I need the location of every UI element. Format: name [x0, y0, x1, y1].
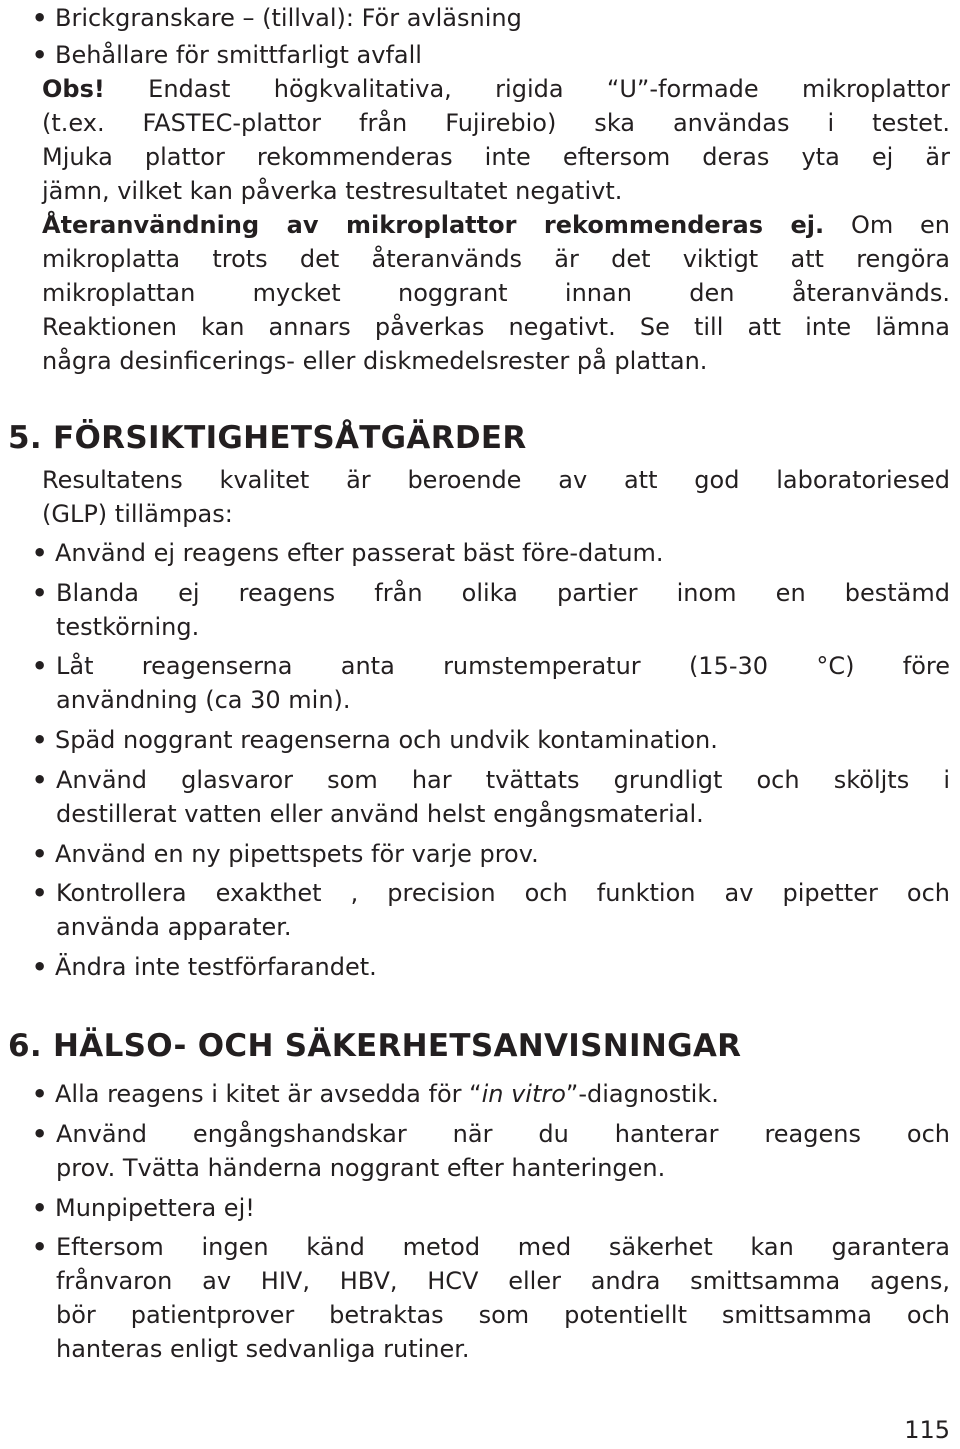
section-6-heading: 6. HÄLSO- OCH SÄKERHETSANVISNINGAR — [8, 1028, 742, 1064]
obs-label: Obs! — [42, 75, 105, 103]
list-item: • Munpipettera ej! — [32, 1194, 255, 1222]
list-item: • Använd en ny pipettspets för varje prov. — [32, 840, 539, 868]
document-page: • Brickgranskare – (tillval): För avläsning • Behållare för smittfarligt avfall Obs! Endast högkvalitativa, rigida “U”-formade mikroplattor (t.ex. FASTEC-plattor från Fujirebio) ska användas i testet. Mjuka plattor rekommenderas inte eftersom deras yta ej är jämn, vilket kan påverka testresultatet negativt. Återanvändning av mikroplattor rekommenderas ej. Om en mikroplatta trots det återanvänds är det viktigt att rengöra mikroplattan mycket noggrant innan den återanvänds. Reaktionen kan annars påverkas negativt. Se till att inte lämna några desinficerings- eller diskmedelsrester på plattan. 5. FÖRSIKTIGHETSÅTGÄRDER Resultatens kvalitet är beroende av att god laboratoriesed (GLP) tillämpas: • Använd ej reagens efter passerat bäst före-datum. • Blanda ej reagens från olika partier inom en bestämd testkörning. • Låt reagenserna anta rumstemperatur (15-30 °C) före användning (ca 30 min). • Späd noggrant reagenserna och undvik kontamination. • Använd glasvaror som har tvättats grundligt och sköljts i destillerat vatten eller använd helst engångsmaterial. • Använd en ny pipettspets för varje prov. • Kontrollera exakthet , precision och funktion av pipetter och använda apparater. • Ändra inte testförfarandet. 6. HÄLSO- OCH SÄKERHETSANVISNINGAR • Alla reagens i kitet är avsedda för “in vitro”-diagnostik. • Använd engångshandskar när du hanterar reagens och prov. Tvätta händerna noggrant efter hanteringen. • Munpipettera ej! • Eftersom ingen känd metod med säkerhet kan garantera frånvaron av HIV, HBV, HCV eller andra smittsamma agens, bör patientprover betraktas som potentiellt smittsamma och hanteras enligt sedvanliga rutiner. 115 — [8, 4, 950, 1444]
section-5-heading: 5. FÖRSIKTIGHETSÅTGÄRDER — [8, 420, 527, 456]
list-item: • Brickgranskare – (tillval): För avläsning — [32, 4, 522, 32]
italic-term: in vitro — [481, 1080, 566, 1108]
list-item: • Späd noggrant reagenserna och undvik kontamination. — [32, 726, 718, 754]
list-item: • Alla reagens i kitet är avsedda för “in vitro”-diagnostik. — [32, 1080, 719, 1108]
list-item: • — [32, 579, 48, 607]
list-item: • — [32, 1120, 48, 1148]
list-item: • — [32, 1233, 48, 1261]
page-number: 115 — [904, 1416, 950, 1444]
list-item: • Använd ej reagens efter passerat bäst före-datum. — [32, 539, 664, 567]
list-item: • Ändra inte testförfarandet. — [32, 953, 377, 981]
reuse-warning: Återanvändning av mikroplattor rekommenderas ej. — [42, 211, 825, 239]
list-item: • — [32, 766, 48, 794]
list-item: • — [32, 879, 48, 907]
list-item: • Behållare för smittfarligt avfall — [32, 41, 422, 69]
list-item: • — [32, 652, 48, 680]
